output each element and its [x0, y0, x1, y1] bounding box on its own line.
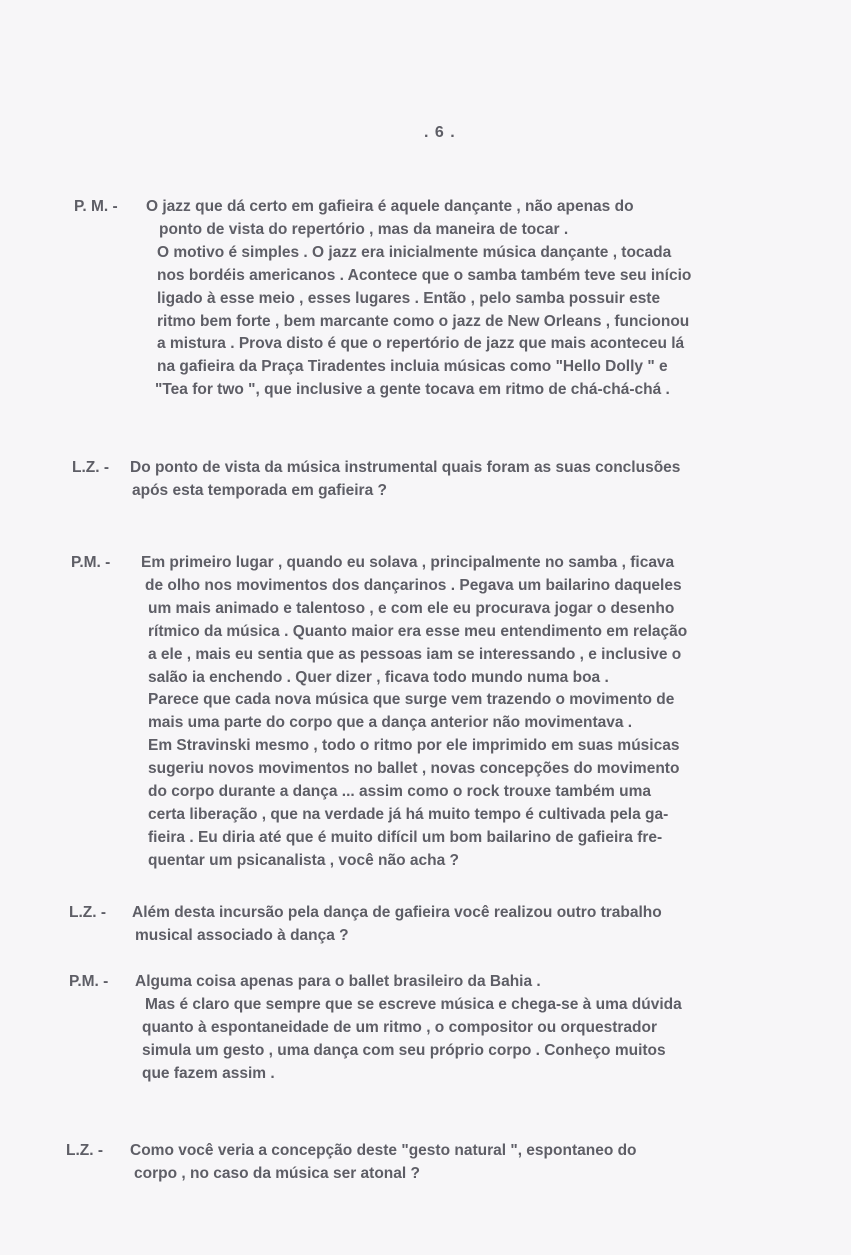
speaker-label: L.Z. -: [66, 1142, 104, 1159]
text-line: Alguma coisa apenas para o ballet brasileiro da Bahia .: [135, 973, 541, 990]
speaker-label: L.Z. -: [69, 904, 107, 921]
text-line: ponto de vista do repertório , mas da maneira de tocar .: [159, 220, 569, 238]
speaker-label: P.M. -: [69, 973, 109, 990]
speaker-label: L.Z. -: [72, 459, 110, 476]
text-line: ritmo bem forte , bem marcante como o jazz de New Orleans , funcionou: [157, 312, 690, 330]
text-line: Parece que cada nova música que surge vem trazendo o movimento de: [148, 691, 675, 709]
speaker-label: P. M. -: [74, 198, 118, 215]
text-line: salão ia enchendo . Quer dizer , ficava todo mundo numa boa .: [148, 668, 609, 686]
text-line: Como você veria a concepção deste "gesto natural ", espontaneo do: [130, 1142, 637, 1159]
text-line: ligado à esse meio , esses lugares . Então , pelo samba possuir este: [157, 289, 661, 307]
text-line: fieira . Eu diria até que é muito difícil um bom bailarino de gafieira fre-: [148, 828, 663, 846]
text-line: Além desta incursão pela dança de gafieira você realizou outro trabalho: [132, 904, 662, 921]
text-line: nos bordéis americanos . Acontece que o samba também teve seu início: [157, 266, 692, 284]
text-line: Mas é claro que sempre que se escreve música e chega-se à uma dúvida: [145, 995, 682, 1013]
dialogue-entry: [74, 196, 814, 402]
text-line: um mais animado e talentoso , e com ele eu procurava jogar o desenho: [148, 599, 675, 617]
text-line: mais uma parte do corpo que a dança anterior não movimentava .: [148, 714, 633, 732]
text-line: simula um gesto , uma dança com seu próprio corpo . Conheço muitos: [142, 1041, 666, 1059]
text-line: quentar um psicanalista , você não acha ?: [148, 851, 459, 869]
dialogue-entry: [69, 902, 809, 948]
dialogue-entry: [69, 971, 809, 1086]
text-line: a mistura . Prova disto é que o repertório de jazz que mais aconteceu lá: [157, 335, 685, 353]
text-line: do corpo durante a dança ... assim como o rock trouxe também uma: [148, 783, 652, 801]
text-line: O jazz que dá certo em gafieira é aquele dançante , não apenas do: [146, 198, 634, 215]
dialogue-entry: [71, 552, 811, 873]
text-line: quanto à espontaneidade de um ritmo , o compositor ou orquestrador: [142, 1018, 657, 1036]
text-line: Em Stravinski mesmo , todo o ritmo por ele imprimido em suas músicas: [148, 737, 680, 755]
text-line: Do ponto de vista da música instrumental quais foram as suas conclusões: [130, 459, 681, 476]
text-line: O motivo é simples . O jazz era inicialmente música dançante , tocada: [157, 243, 672, 261]
text-line: "Tea for two ", que inclusive a gente tocava em ritmo de chá-chá-chá .: [155, 381, 670, 399]
speaker-label: P.M. -: [71, 554, 111, 571]
text-line: rítmico da música . Quanto maior era esse meu entendimento em relação: [148, 622, 688, 640]
text-line: a ele , mais eu sentia que as pessoas iam se interessando , e inclusive o: [148, 645, 682, 663]
text-line: que fazem assim .: [142, 1064, 275, 1082]
page-number: . 6 .: [424, 124, 456, 141]
text-line: corpo , no caso da música ser atonal ?: [134, 1164, 420, 1182]
text-line: Em primeiro lugar , quando eu solava , principalmente no samba , ficava: [141, 554, 675, 571]
text-line: certa liberação , que na verdade já há muito tempo é cultivada pela ga-: [148, 805, 669, 823]
text-line: após esta temporada em gafieira ?: [132, 481, 387, 499]
dialogue-entry: [72, 457, 812, 503]
text-line: de olho nos movimentos dos dançarinos . Pegava um bailarino daqueles: [145, 576, 682, 594]
text-line: musical associado à dança ?: [135, 926, 349, 944]
text-line: na gafieira da Praça Tiradentes incluia músicas como "Hello Dolly " e: [157, 358, 668, 376]
dialogue-entry: [66, 1140, 806, 1186]
text-line: sugeriu novos movimentos no ballet , novas concepções do movimento: [148, 760, 680, 778]
